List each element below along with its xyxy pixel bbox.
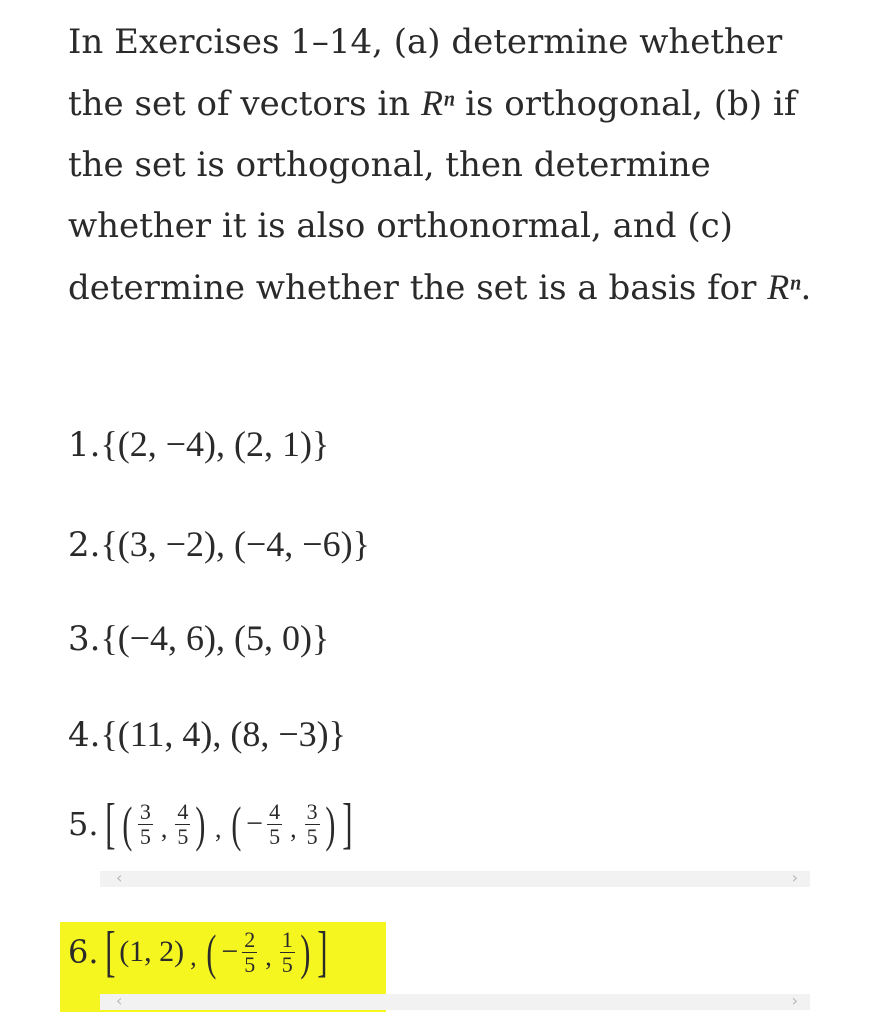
chevron-left-icon[interactable]: ‹ [116, 868, 123, 887]
fraction: $\frac{4}{5}$ [177, 798, 189, 849]
intro-text-c: . [800, 268, 812, 308]
vector-set: {(3, −2), (−4, −6)} [100, 524, 370, 564]
vector-set: {(2, −4), (2, 1)} [100, 424, 330, 464]
vector-set: {(−4, 6), (5, 0)} [100, 618, 330, 658]
fraction: $\frac{1}{5}$ [281, 926, 293, 977]
horizontal-scrollbar[interactable] [100, 868, 810, 887]
exercise-number: 5. [68, 805, 99, 843]
chevron-right-icon[interactable]: › [791, 991, 798, 1010]
fraction: $\frac{2}{5}$ [244, 926, 256, 977]
rn-symbol: Rⁿ [420, 83, 455, 123]
intro-text-a: In Exercises 1–14, (a) determine whether the set of vectors in [68, 22, 783, 124]
exercise-number: 4. [68, 715, 101, 755]
exercise-number: 6. [68, 933, 99, 971]
chevron-right-icon[interactable]: › [791, 868, 798, 887]
fraction: $\frac{3}{5}$ [139, 798, 151, 849]
exercise-5: 5. [ ( $\frac{3}{5}$ , $\frac{4}{5}$ ) , ( − $\frac{4}{5}$ , $\frac{3}{5}$ ) ] [68, 793, 353, 855]
exercise-number: 2. [68, 525, 101, 565]
exercise-instructions [68, 12, 828, 319]
exercise-number: 1. [68, 425, 101, 465]
rn-symbol: Rⁿ [767, 267, 801, 307]
exercise-3 [68, 618, 329, 659]
fraction: $\frac{3}{5}$ [306, 798, 318, 849]
fraction: $\frac{4}{5}$ [269, 798, 281, 849]
chevron-left-icon[interactable]: ‹ [116, 991, 123, 1010]
exercise-6: 6. [ (1, 2) , ( − $\frac{2}{5}$ , $\frac{1}{5}$ ) ] [68, 921, 328, 983]
vector-set: {(11, 4), (8, −3)} [100, 714, 346, 754]
exercise-4 [68, 714, 346, 755]
vector: (1, 2) [119, 935, 185, 968]
intro-text-b: is orthogonal, (b) if the set is orthogonal, then determine whether it is also orthonormal, and (c) determine whether the set is a basis for [68, 84, 797, 308]
exercise-number: 3. [68, 619, 101, 659]
horizontal-scrollbar[interactable] [100, 991, 810, 1010]
exercise-2 [68, 524, 370, 565]
exercise-1 [68, 424, 329, 465]
